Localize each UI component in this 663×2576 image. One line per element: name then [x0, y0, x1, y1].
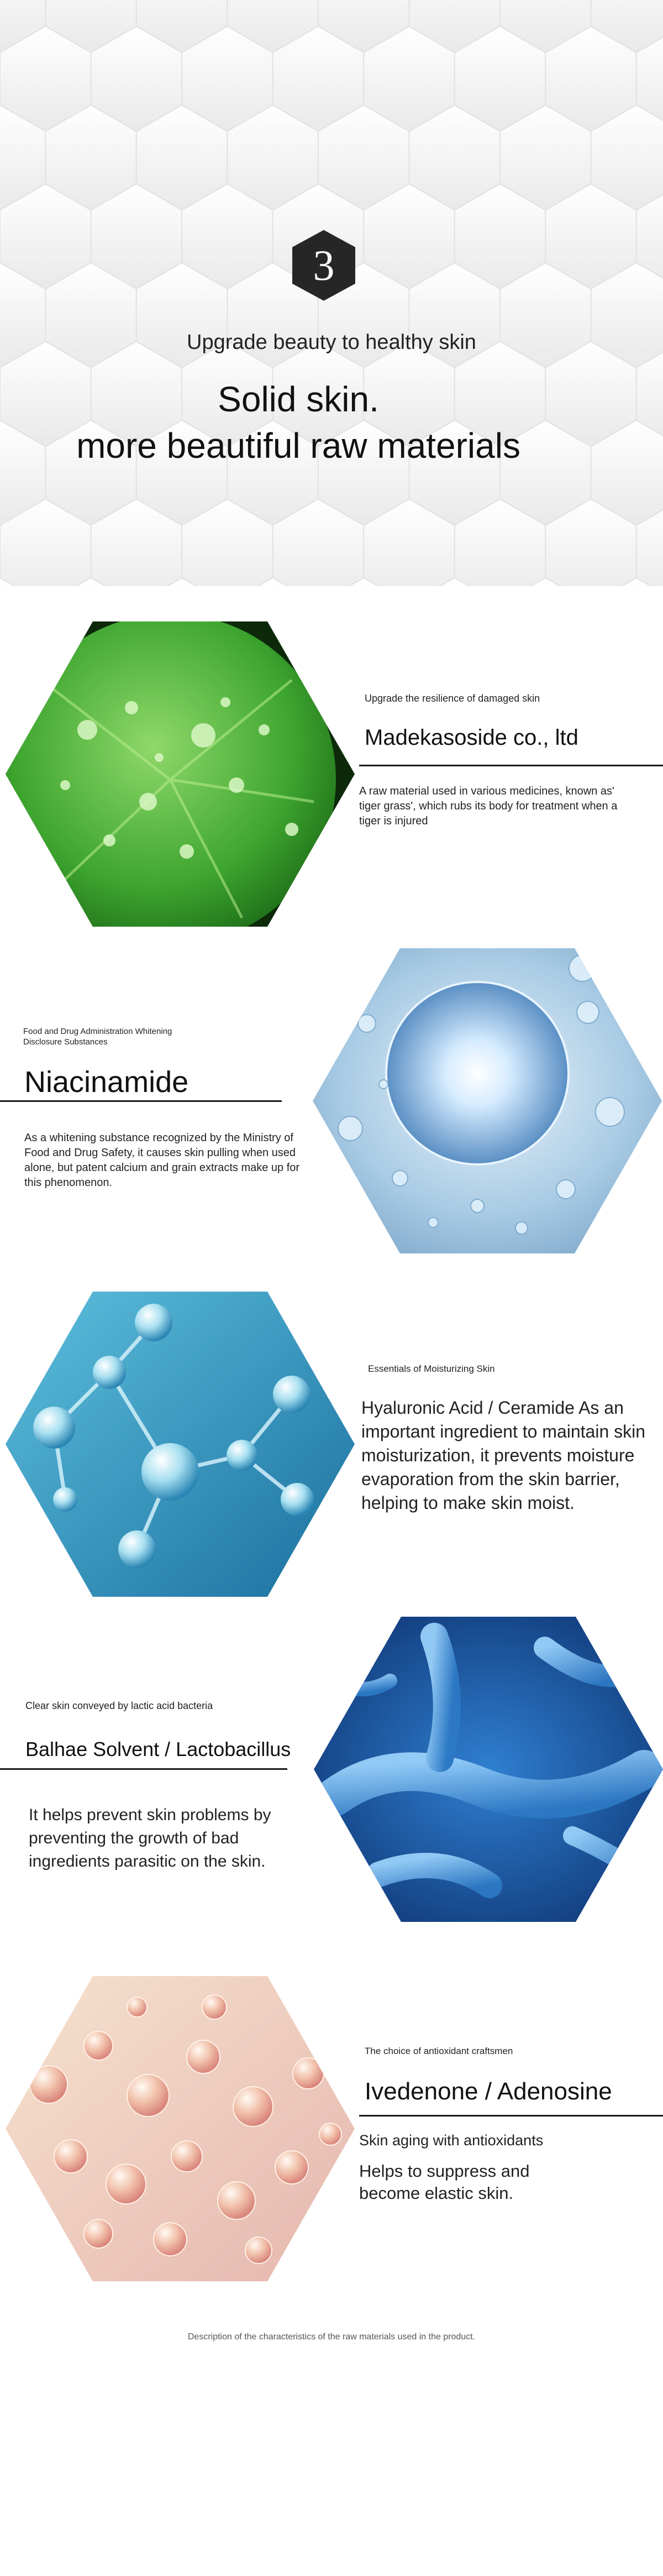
ingredient-1-name: Madekasoside co., ltd — [365, 725, 578, 750]
ingredient-3-text — [361, 1396, 660, 1515]
section-title — [0, 376, 597, 469]
ingredient-image-pearl-bubbles — [4, 1974, 356, 2284]
ingredient-5-name: Ivedenone / Adenosine — [365, 2078, 612, 2105]
ingredient-2-description: As a whitening substance recognized by the Ministry of Food and Drug Safety, it causes skin pulling when used alone, but patent calcium and grain extracts make up for this phenomenon. — [24, 1132, 300, 1189]
title-line-2: more beautiful raw materials — [76, 426, 520, 466]
ingredient-image-blue-molecules — [4, 1289, 356, 1599]
ingredient-4-description: It helps prevent skin problems by preventing the growth of bad ingredients parasitic on the skin. — [29, 1806, 271, 1870]
ingredient-2-eyebrow: Food and Drug Administration Whitening Disclosure Substances — [23, 1027, 172, 1047]
step-number: 3 — [313, 241, 335, 289]
ingredient-3-eyebrow: Essentials of Moisturizing Skin — [368, 1363, 495, 1374]
ingredient-image-water-bubble — [312, 946, 663, 1256]
ingredient-5-description-line-2: Helps to suppress and become elastic skin. — [359, 2161, 530, 2203]
title-line-1: Solid skin. — [218, 379, 379, 419]
ingredient-3-description: As an important ingredient to maintain skin moisturization, it prevents moisture evaporation from the skin barrier, helping to make skin moist. — [361, 1398, 646, 1513]
ingredient-5-divider — [359, 2115, 663, 2117]
ingredient-3-name: Hyaluronic Acid / Ceramide — [361, 1398, 575, 1418]
ingredient-image-lactobacillus — [313, 1614, 663, 1924]
ingredient-5-eyebrow: The choice of antioxidant craftsmen — [365, 2046, 513, 2056]
ingredient-5-description-line-1: Skin aging with antioxidants — [359, 2132, 544, 2149]
hero-section — [0, 0, 663, 586]
section-subtitle: Upgrade beauty to healthy skin — [187, 331, 476, 354]
ingredient-image-centella-leaf — [4, 619, 356, 929]
ingredient-2-divider — [0, 1100, 282, 1102]
ingredient-1-eyebrow: Upgrade the resilience of damaged skin — [365, 693, 540, 704]
ingredient-1-divider — [359, 765, 663, 766]
footer-note: Description of the characteristics of the raw materials used in the product. — [187, 2332, 476, 2342]
ingredient-4-name: Balhae Solvent / Lactobacillus — [25, 1738, 291, 1760]
ingredient-4-divider — [0, 1768, 287, 1770]
ingredient-1-description: A raw material used in various medicines, known as' tiger grass', which rubs its body for treatment when a tiger is injured — [359, 785, 618, 827]
ingredient-4-eyebrow: Clear skin conveyed by lactic acid bacteria — [25, 1700, 213, 1711]
step-number-badge — [291, 229, 356, 302]
ingredient-2-name: Niacinamide — [24, 1065, 189, 1099]
